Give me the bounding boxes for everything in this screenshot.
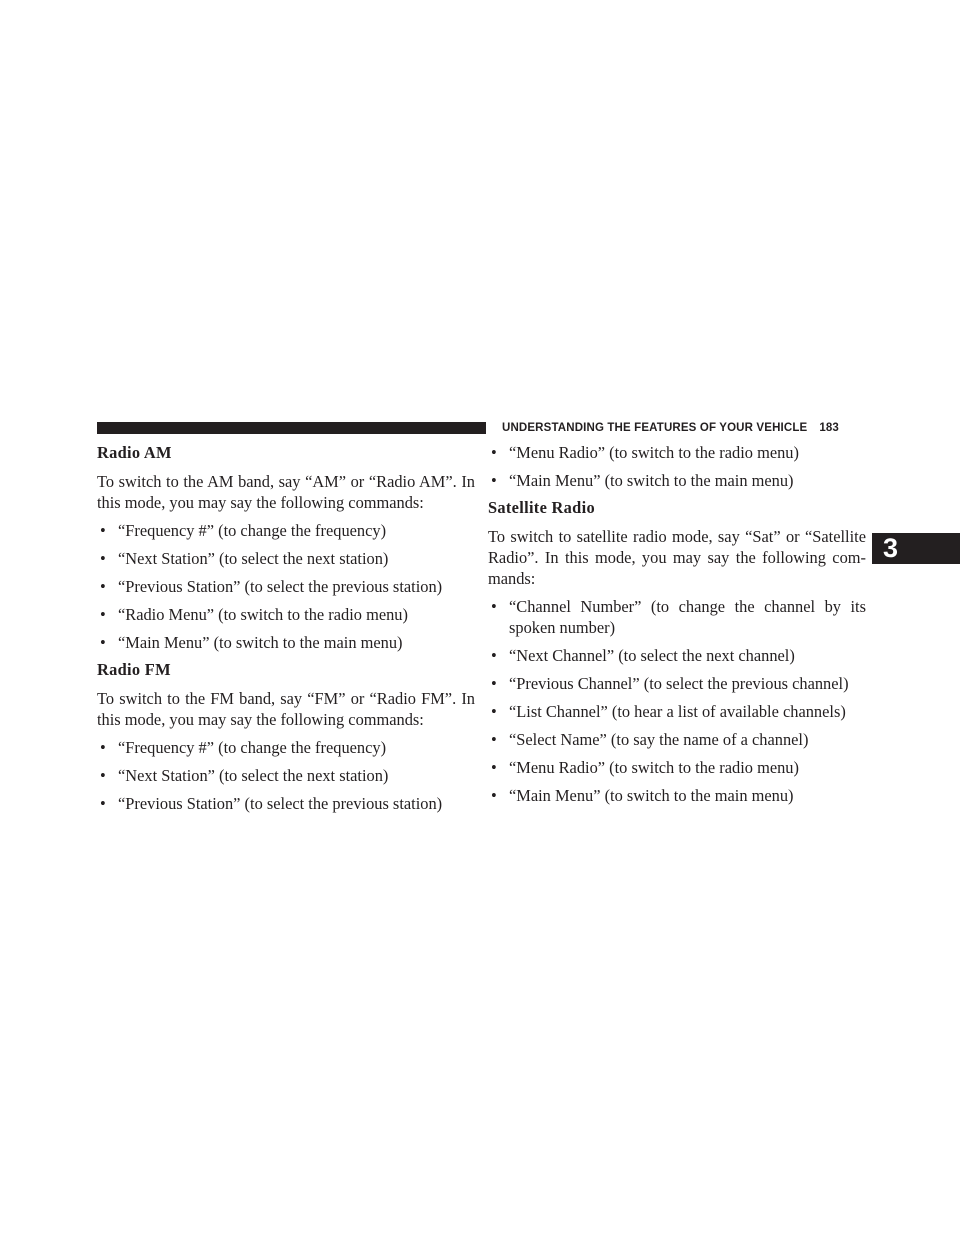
list-item: • “Main Menu” (to switch to the main menu)	[488, 785, 866, 806]
page-number: 183	[819, 422, 839, 434]
heading-satellite-radio: Satellite Radio	[488, 498, 595, 517]
radio-am-command-list	[97, 520, 475, 653]
list-item: • “List Channel” (to hear a list of available channels)	[488, 701, 866, 722]
list-item: • “Main Menu” (to switch to the main menu)	[97, 632, 475, 653]
left-column	[97, 442, 475, 814]
heading-radio-am: Radio AM	[97, 443, 172, 462]
list-item: • “Previous Channel” (to select the previous channel)	[488, 673, 866, 694]
right-column	[488, 442, 866, 806]
satellite-radio-intro: To switch to satellite radio mode, say “Sat” or “Satellite Radio”. In this mode, you may say the following com- mands:	[488, 527, 866, 588]
radio-am-intro: To switch to the AM band, say “AM” or “Radio AM”. In this mode, you may say the following commands:	[97, 472, 475, 512]
list-item: • “Main Menu” (to switch to the main menu)	[488, 470, 866, 491]
radio-fm-command-list-continued	[488, 442, 866, 491]
running-header	[502, 420, 839, 436]
list-item: • “Menu Radio” (to switch to the radio menu)	[488, 757, 866, 778]
radio-fm-command-list	[97, 737, 475, 814]
list-item: • “Select Name” (to say the name of a channel)	[488, 729, 866, 750]
radio-fm-intro: To switch to the FM band, say “FM” or “Radio FM”. In this mode, you may say the following commands:	[97, 689, 475, 729]
list-item: • “Next Station” (to select the next station)	[97, 548, 475, 569]
list-item: • “Channel Number” (to change the channel by its spoken number)	[488, 596, 866, 638]
list-item: • “Menu Radio” (to switch to the radio menu)	[488, 442, 866, 463]
list-item: • “Frequency #” (to change the frequency)	[97, 737, 475, 758]
list-item: • “Radio Menu” (to switch to the radio menu)	[97, 604, 475, 625]
list-item: • “Next Station” (to select the next station)	[97, 765, 475, 786]
section-title: UNDERSTANDING THE FEATURES OF YOUR VEHICLE	[502, 422, 808, 434]
header-rule	[97, 422, 486, 434]
heading-radio-fm: Radio FM	[97, 660, 171, 679]
list-item: • “Previous Station” (to select the previous station)	[97, 793, 475, 814]
chapter-tab: 3	[872, 533, 960, 564]
list-item: • “Previous Station” (to select the previous station)	[97, 576, 475, 597]
list-item: • “Next Channel” (to select the next channel)	[488, 645, 866, 666]
list-item: • “Frequency #” (to change the frequency)	[97, 520, 475, 541]
satellite-radio-command-list	[488, 596, 866, 806]
